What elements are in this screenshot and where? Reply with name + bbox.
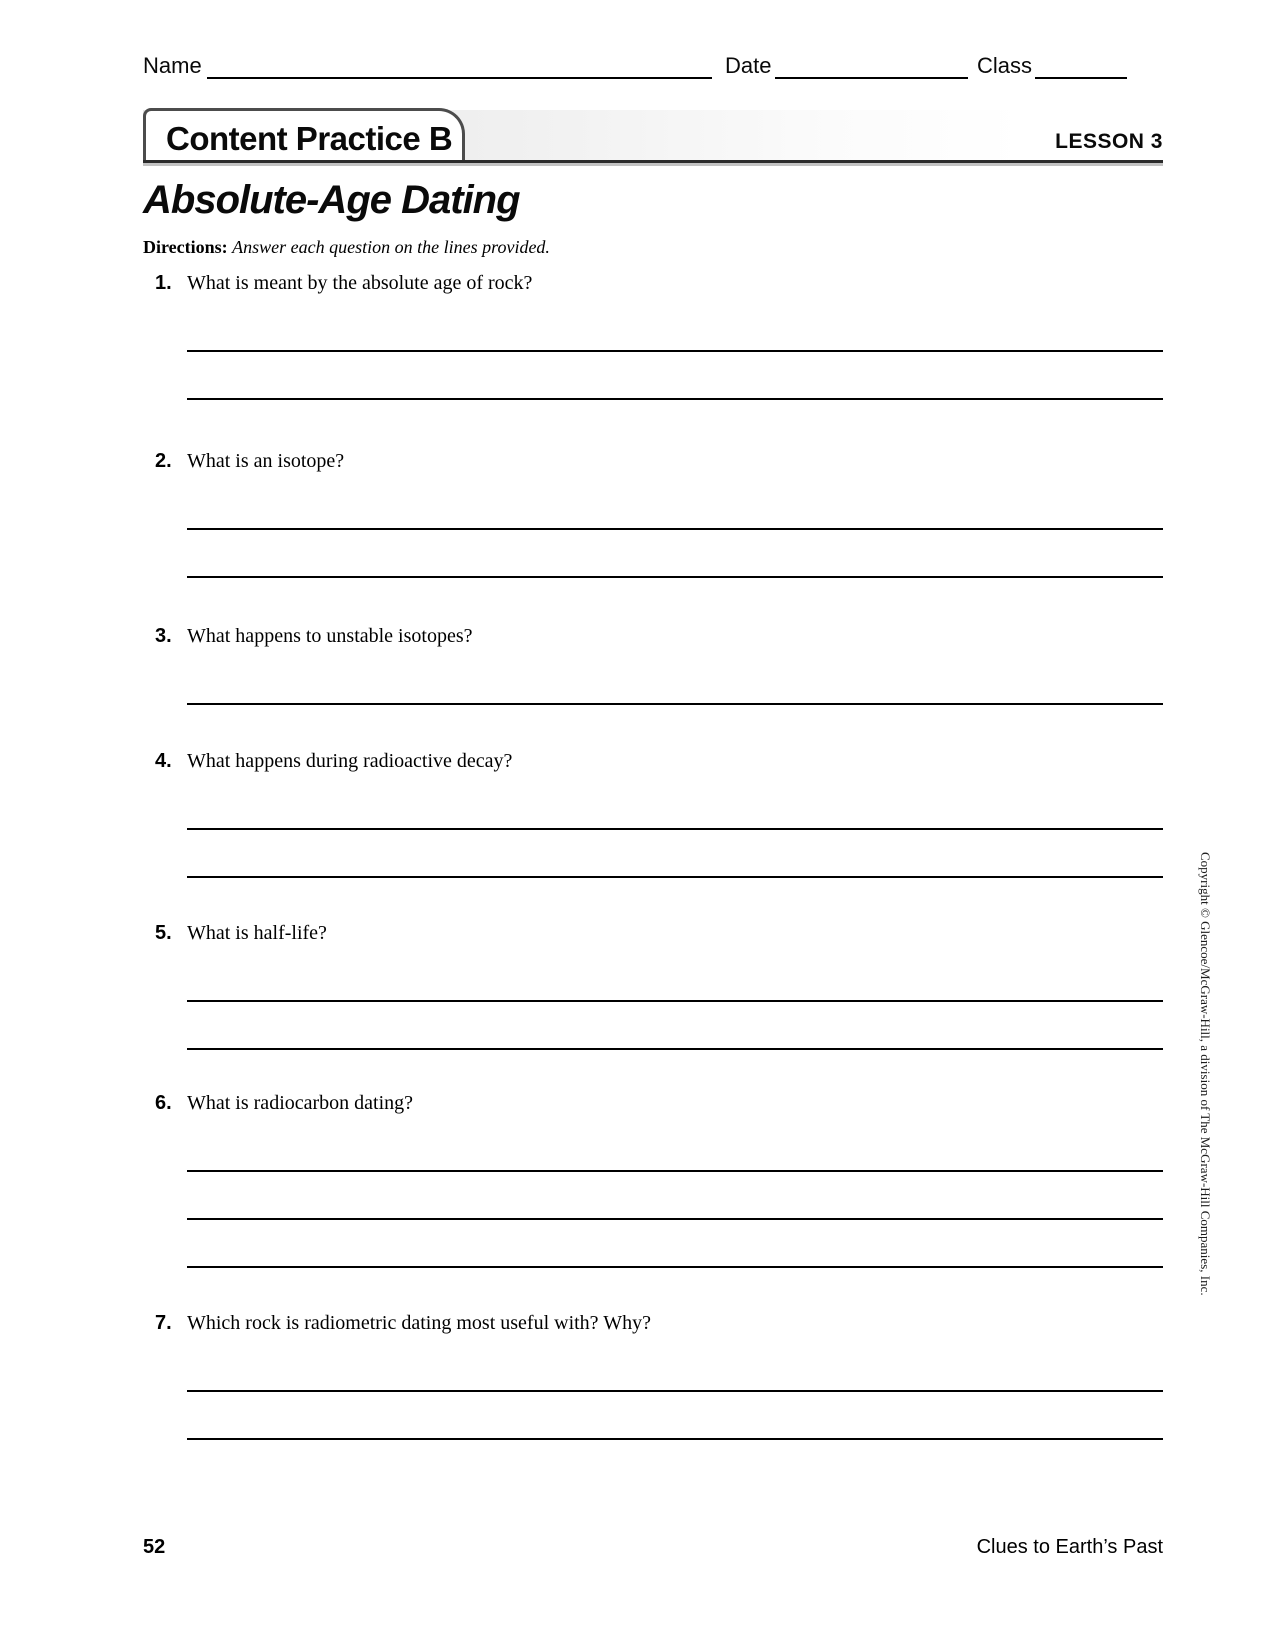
question-row xyxy=(143,625,1163,651)
question-text: What is meant by the absolute age of rock? xyxy=(187,272,533,294)
question-row xyxy=(143,450,1163,476)
directions-text: Answer each question on the lines provided. xyxy=(232,237,550,257)
answer-line xyxy=(187,1338,1163,1392)
directions-label: Directions: xyxy=(143,237,228,257)
page-title: Absolute-Age Dating xyxy=(143,178,520,222)
question-number: 4. xyxy=(155,750,172,772)
question-item xyxy=(143,625,1163,705)
answer-line xyxy=(187,830,1163,878)
header-rule xyxy=(143,160,1163,163)
content-practice-tab xyxy=(143,108,465,160)
question-item xyxy=(143,750,1163,878)
lesson-number: LESSON 3 xyxy=(1055,130,1163,153)
date-label: Date xyxy=(725,53,772,78)
question-row xyxy=(143,750,1163,776)
date-blank-line xyxy=(775,77,968,79)
question-text: What is an isotope? xyxy=(187,450,345,472)
answer-line xyxy=(187,352,1163,400)
question-item xyxy=(143,1092,1163,1268)
question-item xyxy=(143,922,1163,1050)
question-number: 2. xyxy=(155,450,172,472)
question-number: 1. xyxy=(155,272,172,294)
class-blank-line xyxy=(1035,77,1127,79)
answer-line xyxy=(187,476,1163,530)
answer-line xyxy=(187,948,1163,1002)
answer-line xyxy=(187,530,1163,578)
question-number: 5. xyxy=(155,922,172,944)
question-row xyxy=(143,272,1163,298)
question-text: Which rock is radiometric dating most useful with? Why? xyxy=(187,1312,651,1334)
answer-line xyxy=(187,1172,1163,1220)
question-text: What happens to unstable isotopes? xyxy=(187,625,473,647)
question-text: What happens during radioactive decay? xyxy=(187,750,513,772)
question-number: 6. xyxy=(155,1092,172,1114)
question-item xyxy=(143,272,1163,400)
answer-line xyxy=(187,776,1163,830)
name-label: Name xyxy=(143,53,202,78)
question-row xyxy=(143,1312,1163,1338)
copyright-sidebar: Copyright © Glencoe/McGraw-Hill, a division of The McGraw-Hill Companies, Inc. xyxy=(1198,852,1213,1296)
question-text: What is radiocarbon dating? xyxy=(187,1092,414,1114)
question-row xyxy=(143,922,1163,948)
footer-page-number: 52 xyxy=(143,1536,166,1558)
answer-line xyxy=(187,1392,1163,1440)
answer-line xyxy=(187,1220,1163,1268)
tab-label: Content Practice B xyxy=(166,120,453,157)
name-blank-line xyxy=(207,77,712,79)
class-label: Class xyxy=(977,53,1033,78)
answer-line xyxy=(187,1002,1163,1050)
answer-line xyxy=(187,298,1163,352)
question-text: What is half-life? xyxy=(187,922,327,944)
question-item xyxy=(143,450,1163,578)
answer-line xyxy=(187,1118,1163,1172)
footer-book-title: Clues to Earth’s Past xyxy=(976,1536,1163,1558)
question-number: 3. xyxy=(155,625,172,647)
question-row xyxy=(143,1092,1163,1118)
question-number: 7. xyxy=(155,1312,172,1334)
question-item xyxy=(143,1312,1163,1440)
directions xyxy=(143,237,550,258)
answer-line xyxy=(187,651,1163,705)
